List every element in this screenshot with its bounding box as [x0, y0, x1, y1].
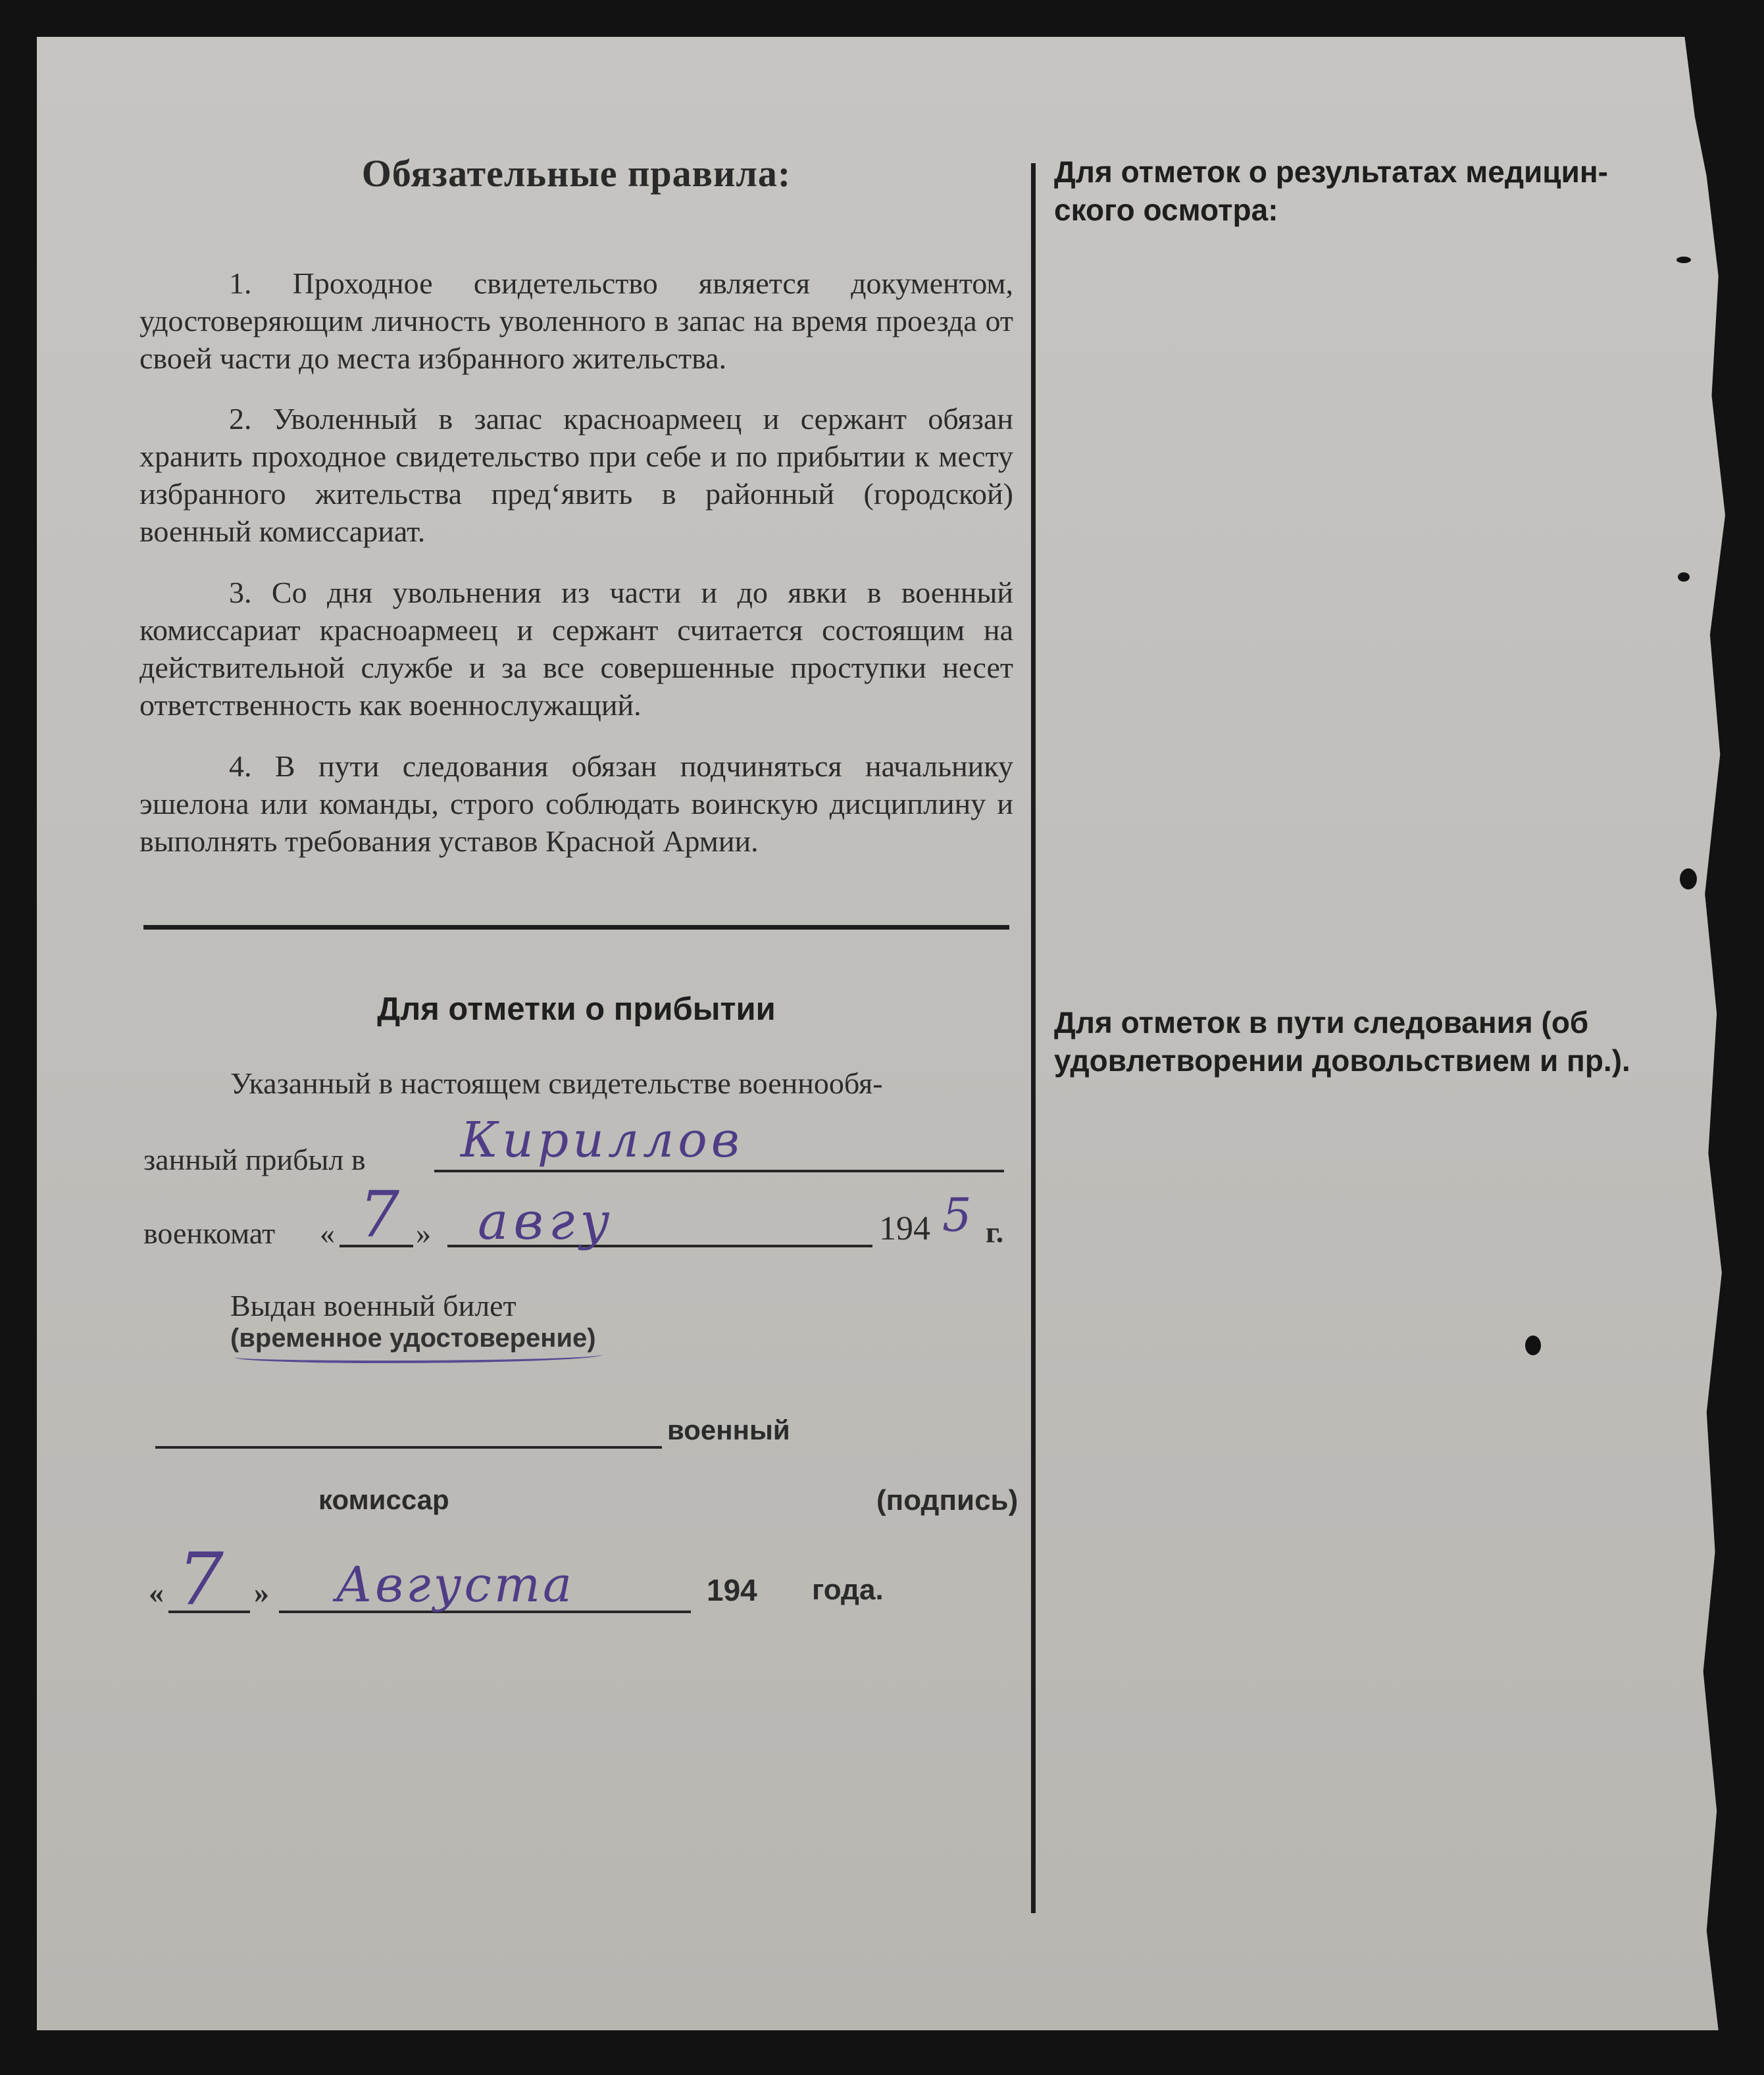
issued-line-2: (временное удостоверение) — [230, 1324, 596, 1353]
paper-tear-mark — [1680, 868, 1697, 889]
transit-notes-heading: Для отметок в пути следования (об удовлетворении довольствием и пр.). — [1054, 1005, 1630, 1078]
rule-item-4: 4. В пути следования обязан подчиняться начальнику эшелона или команды, строго соблюдать воинскую дисциплину и выполнять требования уставов Красной Армии. — [139, 749, 1013, 858]
date-month-handwritten: Августа — [336, 1557, 575, 1613]
issued-line-1: Выдан военный билет — [230, 1289, 517, 1322]
date-year-printed: 194 — [707, 1573, 757, 1607]
close-quote: » — [416, 1216, 431, 1250]
date-close-quote: » — [254, 1576, 269, 1609]
column-divider — [1031, 163, 1036, 1913]
open-quote: « — [320, 1216, 335, 1250]
rule-item-3: 3. Со дня увольнения из части и до явки в военный комиссариат красноармеец и сержант считается состоящим на действительной службе и за все совершенные проступки несет ответственность как военнослужащий. — [139, 576, 1013, 722]
date-day-handwritten: 7 — [178, 1537, 224, 1621]
arrival-heading: Для отметки о прибытии — [377, 991, 776, 1027]
medical-exam-heading: Для отметок о результатах медицин- ского осмотра: — [1054, 155, 1608, 227]
rules-title: Обязательные правила: — [361, 152, 792, 195]
arrival-line-1: Указанный в настоящем свидетельстве военнообя- — [230, 1066, 883, 1100]
paper-tear-mark — [1678, 572, 1690, 582]
arrival-month-handwritten: авгу — [478, 1192, 615, 1251]
date-open-quote: « — [149, 1576, 164, 1609]
arrival-year-suffix: г. — [986, 1215, 1004, 1249]
destination-underline — [434, 1170, 1004, 1172]
arrival-line-2-label: занный прибыл в — [143, 1143, 366, 1176]
section-divider — [143, 925, 1009, 930]
arrival-year-printed: 194 — [879, 1210, 930, 1247]
rule-item-1: 1. Проходное свидетельство является документом, удостоверяющим личность уволенного в запас на время проезда от своей части до места избранного жительства. — [139, 266, 1013, 375]
paper-tear-mark — [1525, 1336, 1541, 1355]
destination-handwritten: Кириллов — [461, 1112, 743, 1168]
military-id-underline — [155, 1446, 662, 1449]
arrival-year-handwritten: 5 — [942, 1188, 972, 1242]
paper-tear-mark — [1676, 257, 1691, 263]
arrival-line-3-label: военкомат — [143, 1216, 276, 1250]
military-label: военный — [667, 1414, 790, 1445]
commissar-label: комиссар — [318, 1484, 449, 1515]
arrival-day-handwritten: 7 — [359, 1178, 400, 1251]
rule-item-2: 2. Уволенный в запас красноармеец и сержант обязан хранить проходное свидетельство при себе и по прибытии к месту избранного жительства пред‘явить в районный (городской) военный комиссариат. — [139, 402, 1013, 548]
date-year-suffix: года. — [812, 1574, 884, 1606]
signature-label: (подпись) — [876, 1484, 1019, 1516]
